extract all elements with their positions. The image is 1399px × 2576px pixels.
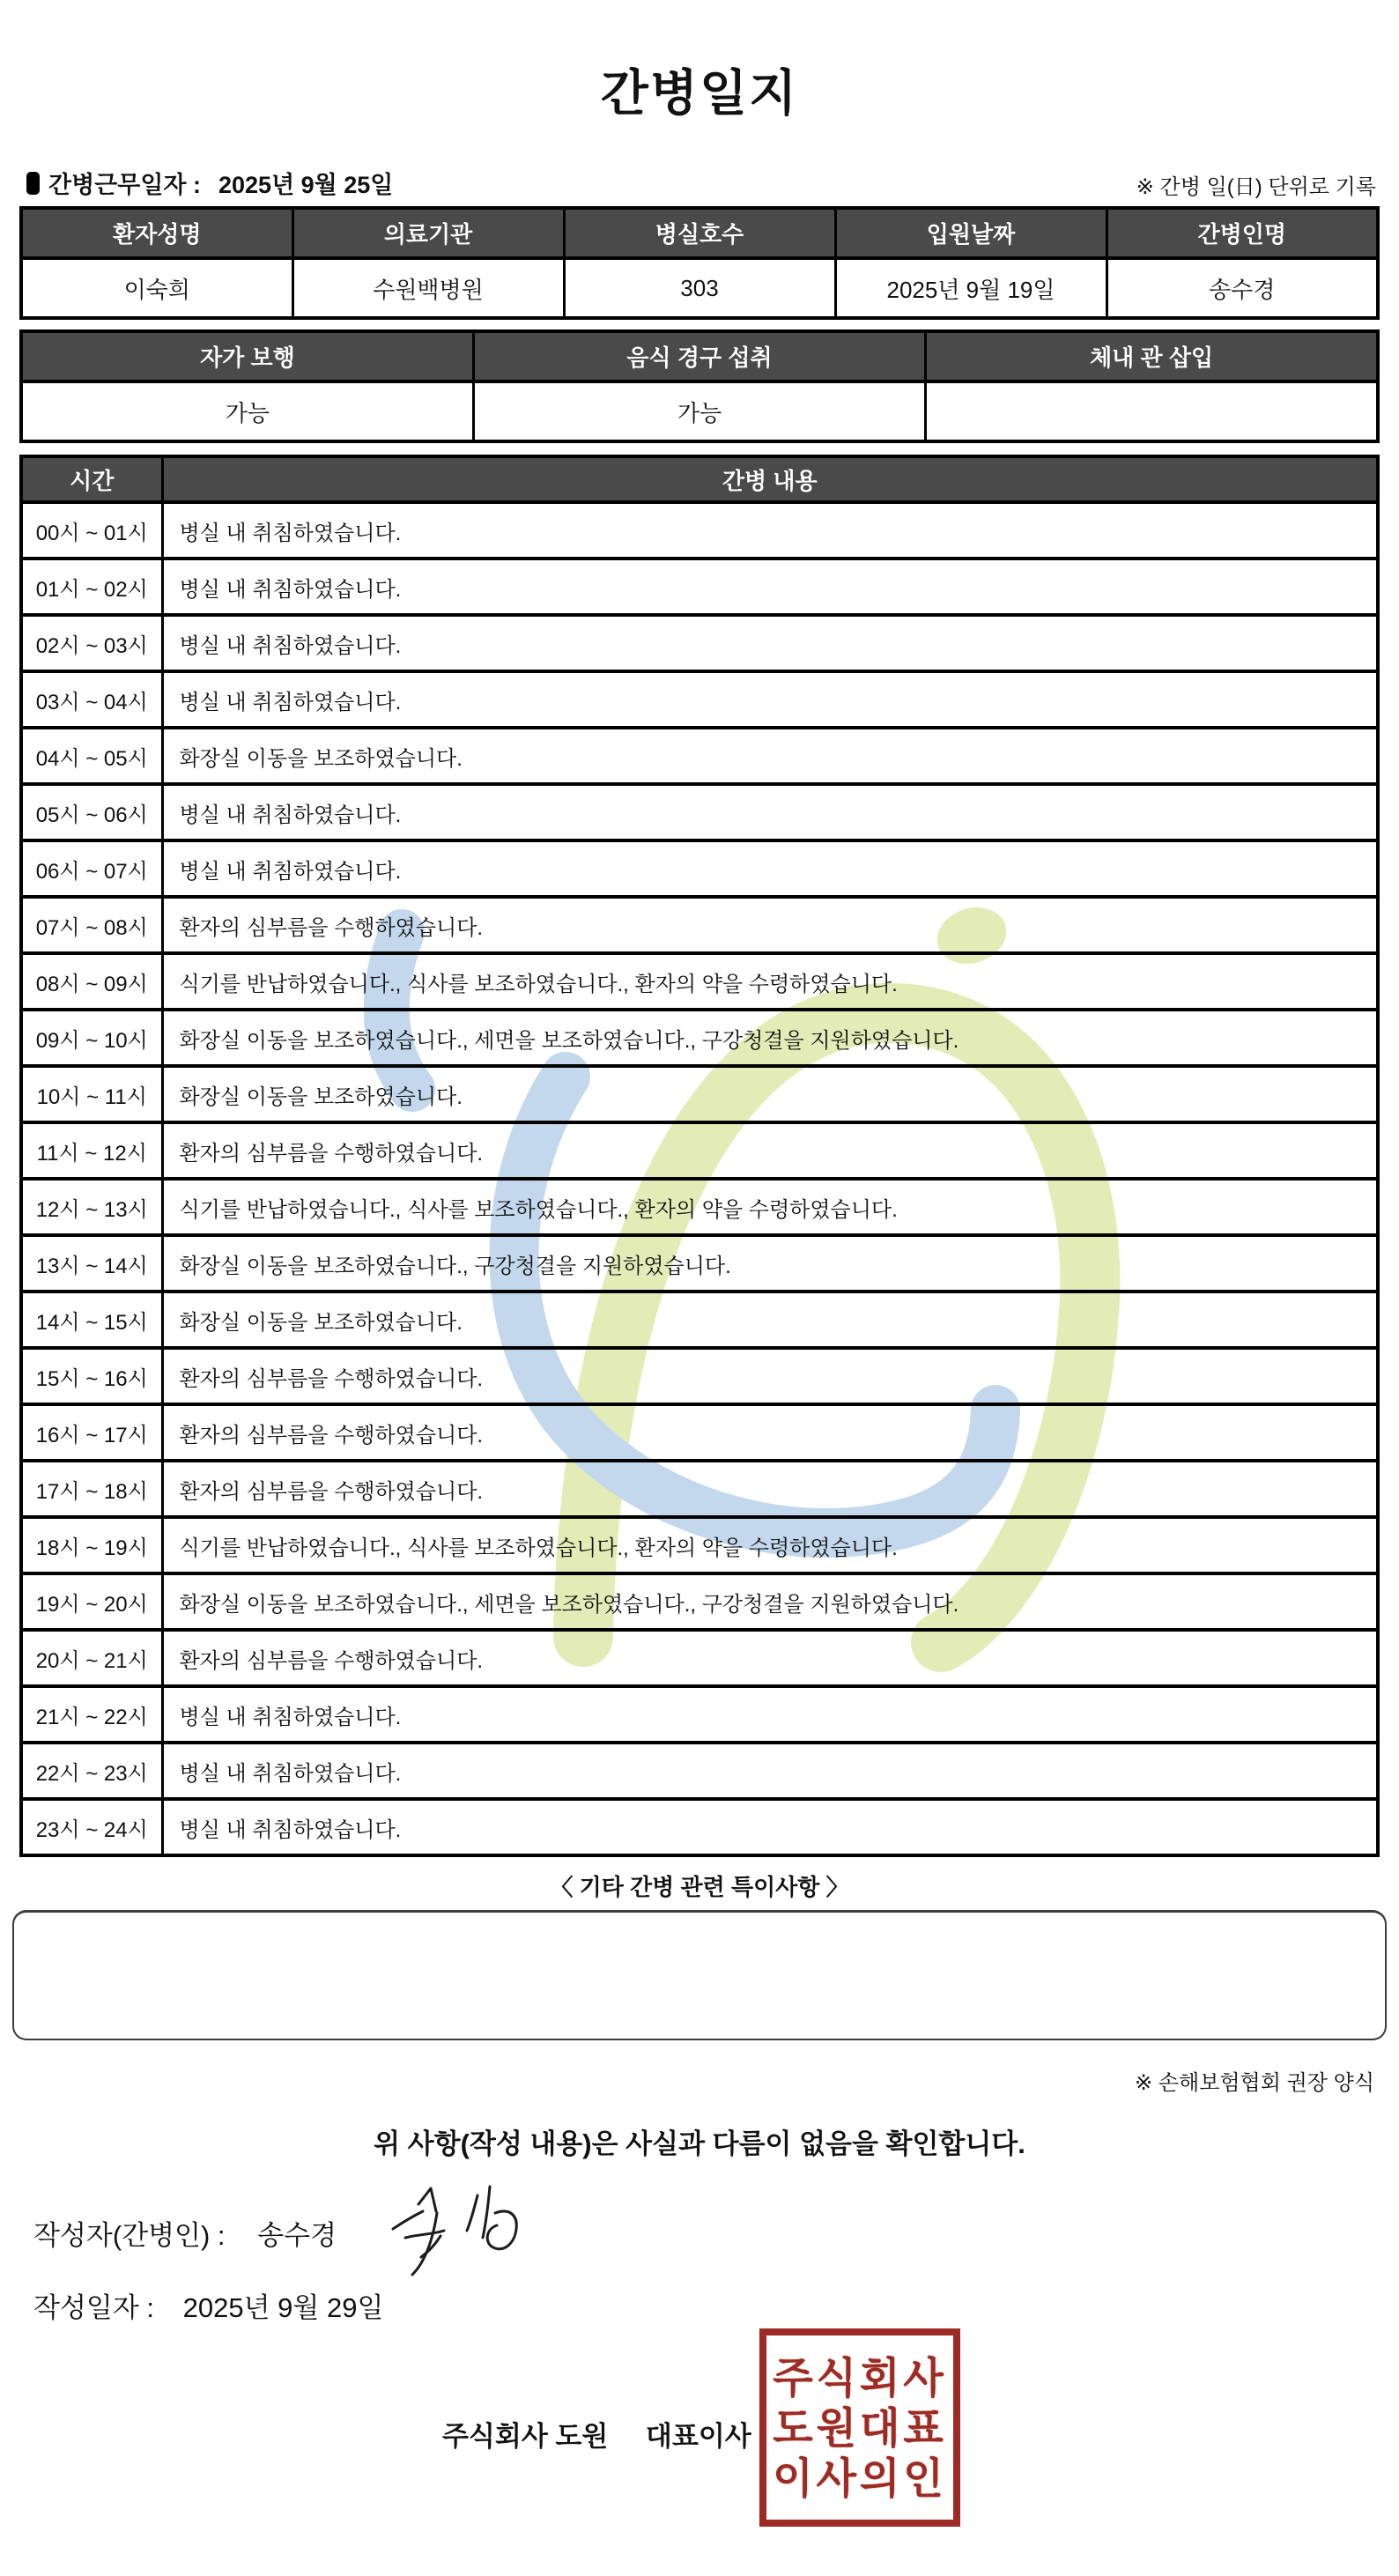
patient-status-value-cell: 가능 — [21, 381, 473, 441]
patient-status-value-cell — [926, 381, 1378, 441]
time-range-cell: 07시 ~ 08시 — [21, 897, 162, 953]
patient-status-value-row — [21, 381, 1378, 441]
care-table-row — [21, 1235, 1378, 1292]
care-table-row — [21, 1292, 1378, 1348]
patient-status-header-row — [21, 331, 1378, 381]
hourly-care-table — [19, 455, 1380, 1857]
care-content-cell: 환자의 심부름을 수행하였습니다. — [162, 1630, 1378, 1686]
care-table-row — [21, 502, 1378, 559]
company-name: 주식회사 도원 — [442, 2421, 609, 2452]
writer-name: 송수경 — [257, 2220, 337, 2251]
care-content-cell: 병실 내 취침하였습니다. — [162, 671, 1378, 728]
care-table-row — [21, 897, 1378, 953]
time-range-cell: 02시 ~ 03시 — [21, 615, 162, 671]
patient-status-header-cell: 체내 관 삽입 — [926, 331, 1378, 381]
square-bullet-icon — [26, 172, 40, 195]
care-table-row — [21, 1461, 1378, 1517]
care-content-cell: 식기를 반납하였습니다., 식사를 보조하였습니다., 환자의 약을 수령하였습니다. — [162, 953, 1378, 1010]
time-range-cell: 06시 ~ 07시 — [21, 840, 162, 897]
time-range-cell: 21시 ~ 22시 — [21, 1686, 162, 1743]
patient-status-header-cell: 음식 경구 섭취 — [473, 331, 925, 381]
care-table-row — [21, 784, 1378, 840]
care-table-row — [21, 1179, 1378, 1235]
care-content-cell: 화장실 이동을 보조하였습니다., 구강청결을 지원하였습니다. — [162, 1235, 1378, 1292]
special-notes-box — [12, 1910, 1387, 2040]
patient-info-header-cell: 환자성명 — [21, 208, 292, 258]
patient-info-value-cell: 303 — [564, 258, 835, 318]
care-content-cell: 화장실 이동을 보조하였습니다., 세면을 보조하였습니다., 구강청결을 지원하였습니다. — [162, 1573, 1378, 1630]
care-table-row — [21, 1686, 1378, 1743]
patient-status-table — [19, 329, 1380, 443]
care-table-row — [21, 671, 1378, 728]
written-date-value: 2025년 9월 29일 — [182, 2292, 384, 2323]
care-content-cell: 식기를 반납하였습니다., 식사를 보조하였습니다., 환자의 약을 수령하였습니다. — [162, 1517, 1378, 1573]
care-table-row — [21, 1573, 1378, 1630]
care-table-row — [21, 1404, 1378, 1461]
written-date-row — [33, 2285, 383, 2325]
care-table-row — [21, 840, 1378, 897]
patient-info-header-row — [21, 208, 1378, 258]
time-range-cell: 04시 ~ 05시 — [21, 728, 162, 784]
care-work-date-value: 2025년 9월 25일 — [218, 172, 394, 198]
care-table-row — [21, 1348, 1378, 1404]
time-range-cell: 23시 ~ 24시 — [21, 1799, 162, 1855]
writer-label: 작성자(간병인) : — [33, 2220, 226, 2251]
care-content-cell: 병실 내 취침하였습니다. — [162, 784, 1378, 840]
care-content-cell: 식기를 반납하였습니다., 식사를 보조하였습니다., 환자의 약을 수령하였습니다. — [162, 1179, 1378, 1235]
care-table-row — [21, 1799, 1378, 1855]
patient-info-value-row — [21, 258, 1378, 318]
care-table-row — [21, 1630, 1378, 1686]
time-range-cell: 08시 ~ 09시 — [21, 953, 162, 1010]
special-notes-title: 〈 기타 간병 관련 특이사항 〉 — [550, 1874, 849, 1900]
care-content-cell: 병실 내 취침하였습니다. — [162, 1743, 1378, 1799]
care-content-cell: 병실 내 취침하였습니다. — [162, 502, 1378, 559]
time-range-cell: 09시 ~ 10시 — [21, 1010, 162, 1066]
care-content-cell: 환자의 심부름을 수행하였습니다. — [162, 897, 1378, 953]
care-content-cell: 화장실 이동을 보조하였습니다. — [162, 728, 1378, 784]
care-content-cell: 병실 내 취침하였습니다. — [162, 615, 1378, 671]
care-table-row — [21, 728, 1378, 784]
company-role: 대표이사 — [645, 2421, 751, 2452]
care-content-cell: 환자의 심부름을 수행하였습니다. — [162, 1122, 1378, 1179]
patient-info-header-cell: 입원날짜 — [835, 208, 1107, 258]
care-content-cell: 병실 내 취침하였습니다. — [162, 1799, 1378, 1855]
care-table-row — [21, 1743, 1378, 1799]
time-range-cell: 01시 ~ 02시 — [21, 559, 162, 615]
handwritten-signature — [386, 2183, 536, 2280]
patient-info-header-cell: 간병인명 — [1107, 208, 1378, 258]
care-content-cell: 병실 내 취침하였습니다. — [162, 840, 1378, 897]
time-range-cell: 11시 ~ 12시 — [21, 1122, 162, 1179]
recommended-form-note: ※ 손해보험협회 권장 양식 — [1135, 2071, 1374, 2095]
seal-text-line: 이사의인 — [773, 2454, 947, 2502]
page-title: 간병일지 — [600, 65, 799, 121]
company-seal-stamp — [759, 2328, 960, 2527]
time-range-cell: 03시 ~ 04시 — [21, 671, 162, 728]
time-range-cell: 10시 ~ 11시 — [21, 1066, 162, 1122]
patient-status-header-cell: 자가 보행 — [21, 331, 473, 381]
company-row — [442, 2414, 751, 2454]
time-range-cell: 17시 ~ 18시 — [21, 1461, 162, 1517]
care-table-row — [21, 559, 1378, 615]
care-table-row — [21, 1066, 1378, 1122]
time-range-cell: 19시 ~ 20시 — [21, 1573, 162, 1630]
writer-row — [33, 2213, 337, 2253]
time-range-cell: 12시 ~ 13시 — [21, 1179, 162, 1235]
care-work-date-label: 간병근무일자 : — [48, 172, 201, 198]
time-range-cell: 16시 ~ 17시 — [21, 1404, 162, 1461]
care-table-row — [21, 1010, 1378, 1066]
patient-info-value-cell: 이숙희 — [21, 258, 292, 318]
patient-info-value-cell: 수원백병원 — [292, 258, 564, 318]
care-table-row — [21, 953, 1378, 1010]
care-table-row — [21, 1122, 1378, 1179]
care-content-cell: 화장실 이동을 보조하였습니다., 세면을 보조하였습니다., 구강청결을 지원하였습니다. — [162, 1010, 1378, 1066]
time-range-cell: 14시 ~ 15시 — [21, 1292, 162, 1348]
patient-status-value-cell: 가능 — [473, 381, 925, 441]
care-table-header-row — [21, 456, 1378, 502]
care-content-cell: 환자의 심부름을 수행하였습니다. — [162, 1461, 1378, 1517]
written-date-label: 작성일자 : — [33, 2292, 155, 2323]
care-content-cell: 병실 내 취침하였습니다. — [162, 1686, 1378, 1743]
care-content-cell: 화장실 이동을 보조하였습니다. — [162, 1292, 1378, 1348]
time-range-cell: 15시 ~ 16시 — [21, 1348, 162, 1404]
time-range-cell: 18시 ~ 19시 — [21, 1517, 162, 1573]
patient-info-table — [19, 206, 1380, 320]
patient-info-value-cell: 2025년 9월 19일 — [835, 258, 1107, 318]
patient-info-header-cell: 병실호수 — [564, 208, 835, 258]
time-range-cell: 22시 ~ 23시 — [21, 1743, 162, 1799]
seal-text-line: 주식회사 — [773, 2352, 947, 2402]
care-content-cell: 환자의 심부름을 수행하였습니다. — [162, 1404, 1378, 1461]
seal-text-line: 도원대표 — [773, 2403, 947, 2452]
patient-info-header-cell: 의료기관 — [292, 208, 564, 258]
daily-unit-note: ※ 간병 일(日) 단위로 기록 — [1136, 175, 1376, 199]
care-work-date — [26, 166, 393, 200]
patient-info-value-cell: 송수경 — [1107, 258, 1378, 318]
care-content-column-header: 간병 내용 — [162, 456, 1378, 502]
care-table-row — [21, 1517, 1378, 1573]
time-range-cell: 20시 ~ 21시 — [21, 1630, 162, 1686]
meta-row — [26, 166, 1376, 200]
care-content-cell: 화장실 이동을 보조하였습니다. — [162, 1066, 1378, 1122]
time-range-cell: 13시 ~ 14시 — [21, 1235, 162, 1292]
time-range-cell: 05시 ~ 06시 — [21, 784, 162, 840]
care-content-cell: 병실 내 취침하였습니다. — [162, 559, 1378, 615]
care-content-cell: 환자의 심부름을 수행하였습니다. — [162, 1348, 1378, 1404]
time-range-cell: 00시 ~ 01시 — [21, 502, 162, 559]
time-column-header: 시간 — [21, 456, 162, 502]
confirmation-statement: 위 사항(작성 내용)은 사실과 다름이 없음을 확인합니다. — [374, 2128, 1025, 2159]
care-table-row — [21, 615, 1378, 671]
